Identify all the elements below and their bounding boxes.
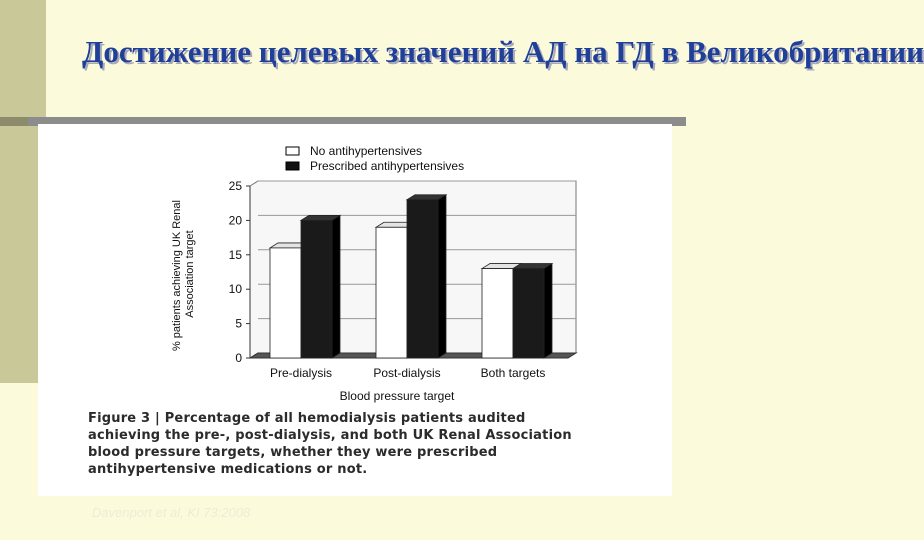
bar-no-antihypertensives — [270, 248, 301, 358]
bar-prescribed — [301, 220, 332, 358]
bar-side — [438, 195, 446, 358]
y-tick-label: 20 — [228, 213, 242, 228]
y-tick-label: 10 — [228, 282, 242, 297]
x-tick-label: Post-dialysis — [373, 366, 441, 380]
legend-label-no-antihypertensives: No antihypertensives — [310, 144, 423, 158]
legend-label-prescribed: Prescribed antihypertensives — [310, 159, 465, 173]
bar-side — [332, 215, 340, 358]
bar-prescribed — [513, 269, 544, 358]
y-tick-label: 5 — [235, 316, 242, 331]
citation: Davenport et al, KI 73:2008 — [92, 505, 251, 520]
x-tick-label: Pre-dialysis — [269, 366, 333, 380]
x-tick-label: Both targets — [480, 366, 546, 380]
bar-side — [544, 264, 552, 358]
figure-panel — [38, 124, 672, 496]
bar-prescribed — [407, 200, 438, 358]
bar-no-antihypertensives — [376, 227, 407, 358]
legend-swatch-no-antihypertensives — [286, 147, 299, 155]
y-tick-label: 0 — [235, 351, 242, 365]
figure-caption: Figure 3 | Percentage of all hemodialysis patients audited achieving the pre-, post-dialysis, and both UK Renal Association blood pressure targets, whether they were prescribed antihypertensive medications or not. — [88, 411, 572, 477]
legend-swatch-prescribed — [286, 162, 299, 170]
y-tick-label: 25 — [228, 179, 242, 193]
bar-no-antihypertensives — [482, 269, 513, 358]
legend — [286, 144, 464, 173]
y-tick-label: 15 — [228, 247, 242, 262]
bar-chart — [38, 124, 672, 409]
slide-title: Достижение целевых значений АД на ГД в Великобритании — [82, 34, 924, 69]
x-axis-label: Blood pressure target — [339, 389, 455, 403]
y-axis-label: % patients achieving UK Renal Association target — [171, 200, 196, 352]
